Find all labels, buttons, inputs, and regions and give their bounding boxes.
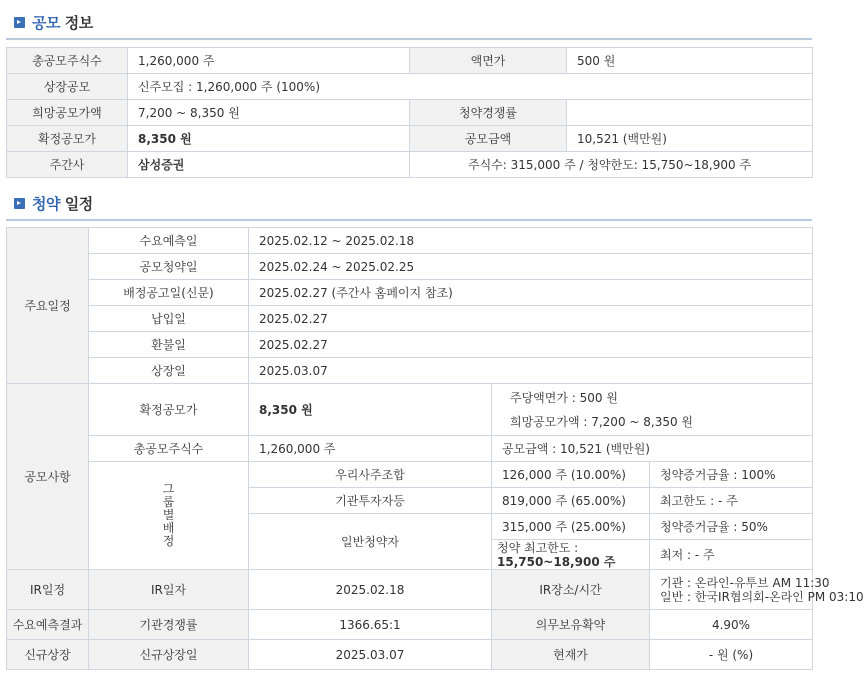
total-shares-label: 총공모주식수 xyxy=(7,48,128,74)
new-listing-label: 신규상장 xyxy=(7,640,89,670)
table-row xyxy=(7,48,813,74)
schedule-item-label: 상장일 xyxy=(89,358,249,384)
current-price-value: - 원 (%) xyxy=(650,640,813,670)
section-divider xyxy=(6,38,812,40)
schedule-row xyxy=(7,280,813,306)
competition-label: 청약경쟁률 xyxy=(410,100,567,126)
demand-label: 수요예측결과 xyxy=(7,610,89,640)
listing-offer-value: 신주모집 : 1,260,000 주 (100%) xyxy=(128,74,813,100)
listing-offer-label: 상장공모 xyxy=(7,74,128,100)
offer-row xyxy=(7,436,813,462)
group-allocation-label: 그룹별배정 xyxy=(89,462,249,570)
schedule-item-label: 환불일 xyxy=(89,332,249,358)
desired-price-value: 7,200 ~ 8,350 원 xyxy=(128,100,410,126)
group-note: 청약증거금율 : 50% xyxy=(650,514,813,540)
par-value-line: 주당액면가 : 500 원 xyxy=(510,390,618,405)
main-schedule-label: 주요일정 xyxy=(7,228,89,384)
final-price-label: 확정공모가 xyxy=(7,126,128,152)
group-shares: 126,000 주 (10.00%) xyxy=(492,462,650,488)
schedule-item-label: 납입일 xyxy=(89,306,249,332)
ir-place-value xyxy=(650,570,864,610)
ir-place-label: IR장소/시간 xyxy=(492,570,650,610)
new-listing-date-value: 2025.03.07 xyxy=(249,640,492,670)
schedule-item-value: 2025.02.27 xyxy=(249,332,813,358)
desired-price-label: 희망공모가액 xyxy=(7,100,128,126)
offer-amount-label: 공모금액 xyxy=(410,126,567,152)
lockup-label: 의무보유확약 xyxy=(492,610,650,640)
table-row xyxy=(7,126,813,152)
schedule-item-value: 2025.02.27 (주간사 홈페이지 참조) xyxy=(249,280,813,306)
offer-amount-line: 공모금액 : 10,521 (백만원) xyxy=(492,436,813,462)
ir-label: IR일정 xyxy=(7,570,89,610)
section-title-offering: 공모 정보 xyxy=(32,13,93,32)
group-name: 일반청약자 xyxy=(249,514,492,570)
ir-row xyxy=(7,570,813,610)
schedule-row xyxy=(7,306,813,332)
desired-price-line: 희망공모가액 : 7,200 ~ 8,350 원 xyxy=(510,414,694,429)
section-header-offering xyxy=(14,12,93,32)
institution-competition-label: 기관경쟁률 xyxy=(89,610,249,640)
schedule-row xyxy=(7,358,813,384)
schedule-item-value: 2025.02.24 ~ 2025.02.25 xyxy=(249,254,813,280)
final-price-value: 8,350 원 xyxy=(128,126,410,152)
competition-value xyxy=(567,100,813,126)
group-name: 기관투자자등 xyxy=(249,488,492,514)
section-title-subscription: 청약 일정 xyxy=(32,194,93,213)
new-listing-row xyxy=(7,640,813,670)
table-row xyxy=(7,152,813,178)
offering-info-table xyxy=(6,47,813,178)
schedule-row xyxy=(7,228,813,254)
group-note: 최고한도 : - 주 xyxy=(650,488,813,514)
subscription-schedule-table xyxy=(6,227,864,670)
ir-date-label: IR일자 xyxy=(89,570,249,610)
group-name: 우리사주조합 xyxy=(249,462,492,488)
underwriter-label: 주간사 xyxy=(7,152,128,178)
schedule-item-label: 공모청약일 xyxy=(89,254,249,280)
section-bullet-icon xyxy=(14,198,25,209)
general-limit-label: 청약 최고한도 : xyxy=(497,540,579,555)
ir-place-line1: 기관 : 온라인-유투브 AM 11:30 xyxy=(660,575,830,590)
face-value-value: 500 원 xyxy=(567,48,813,74)
new-listing-date-label: 신규상장일 xyxy=(89,640,249,670)
total-shares-value: 1,260,000 주 xyxy=(128,48,410,74)
group-min-note: 최저 : - 주 xyxy=(650,540,813,570)
schedule-row xyxy=(7,332,813,358)
schedule-item-label: 수요예측일 xyxy=(89,228,249,254)
offer-final-price-value: 8,350 원 xyxy=(249,384,492,436)
schedule-row xyxy=(7,254,813,280)
section-header-subscription xyxy=(14,193,93,213)
table-row xyxy=(7,74,813,100)
schedule-item-label: 배정공고일(신문) xyxy=(89,280,249,306)
offer-amount-value: 10,521 (백만원) xyxy=(567,126,813,152)
group-note: 청약증거금율 : 100% xyxy=(650,462,813,488)
general-limit-cell xyxy=(492,540,650,570)
face-value-label: 액면가 xyxy=(410,48,567,74)
ir-place-line2: 일반 : 한국IR협의회-온라인 PM 03:10 xyxy=(660,589,864,604)
schedule-item-value: 2025.02.12 ~ 2025.02.18 xyxy=(249,228,813,254)
current-price-label: 현재가 xyxy=(492,640,650,670)
group-row xyxy=(7,462,813,488)
offer-price-detail xyxy=(492,384,813,436)
offer-total-shares-value: 1,260,000 주 xyxy=(249,436,492,462)
offer-final-price-label: 확정공모가 xyxy=(89,384,249,436)
group-shares: 315,000 주 (25.00%) xyxy=(492,514,650,540)
table-row xyxy=(7,100,813,126)
demand-row xyxy=(7,610,813,640)
section-divider xyxy=(6,219,812,221)
offer-row xyxy=(7,384,813,436)
lockup-value: 4.90% xyxy=(650,610,813,640)
schedule-item-value: 2025.03.07 xyxy=(249,358,813,384)
offer-total-shares-label: 총공모주식수 xyxy=(89,436,249,462)
underwriter-value: 삼성증권 xyxy=(128,152,410,178)
underwriter-detail: 주식수: 315,000 주 / 청약한도: 15,750~18,900 주 xyxy=(410,152,813,178)
section-bullet-icon xyxy=(14,17,25,28)
ir-date-value: 2025.02.18 xyxy=(249,570,492,610)
general-limit-value: 15,750~18,900 주 xyxy=(497,554,616,569)
institution-competition-value: 1366.65:1 xyxy=(249,610,492,640)
offer-items-label: 공모사항 xyxy=(7,384,89,570)
schedule-item-value: 2025.02.27 xyxy=(249,306,813,332)
group-shares: 819,000 주 (65.00%) xyxy=(492,488,650,514)
